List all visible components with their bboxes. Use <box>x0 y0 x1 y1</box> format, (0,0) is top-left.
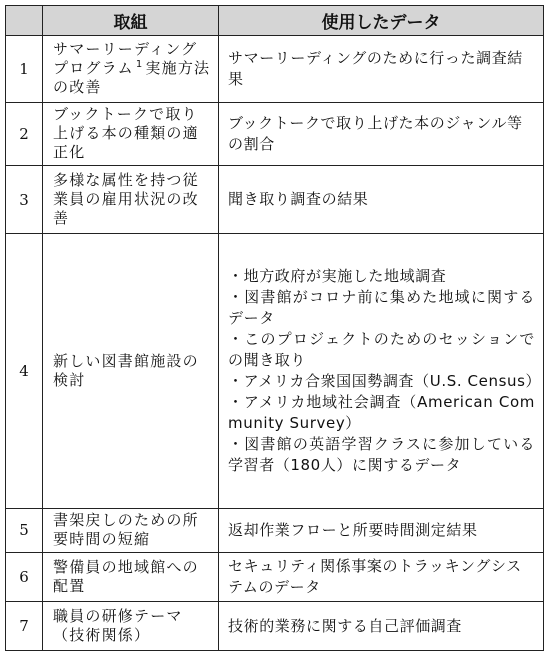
action-text: 実施方法の改善 <box>53 59 211 97</box>
initiatives-table <box>5 5 544 651</box>
action-cell: 職員の研修テーマ（技術関係） <box>43 602 219 651</box>
action-cell: 警備員の地域館への配置 <box>43 552 219 602</box>
row-number: 6 <box>6 552 43 602</box>
data-list-item: ・アメリカ合衆国国勢調査（U.S. Census） <box>228 372 542 390</box>
row-number: 1 <box>6 36 43 103</box>
header-data-cell: 使用したデータ <box>219 6 544 36</box>
data-list-item: ・地方政府が実施した地域調査 <box>228 267 447 285</box>
data-cell <box>219 233 544 508</box>
data-cell: サマーリーディングのために行った調査結果 <box>219 36 544 103</box>
footnote-marker: 1 <box>135 59 144 71</box>
header-number-cell <box>6 6 43 36</box>
data-list-item: ・図書館の英語学習クラスに参加している学習者（180人）に関するデータ <box>228 435 535 474</box>
row-number: 3 <box>6 166 43 234</box>
data-list-item: ・アメリカ地域社会調査（American Community Survey） <box>228 393 535 432</box>
table-row <box>6 36 544 103</box>
table-header-row <box>6 6 544 36</box>
action-text: サマーリーディングプログラム <box>53 40 198 78</box>
data-cell: セキュリティ関係事案のトラッキングシステムのデータ <box>219 552 544 602</box>
data-cell: 聞き取り調査の結果 <box>219 166 544 234</box>
table-row <box>6 509 544 552</box>
action-cell <box>43 36 219 103</box>
data-cell: 技術的業務に関する自己評価調査 <box>219 602 544 651</box>
data-list-item: ・図書館がコロナ前に集めた地域に関するデータ <box>228 288 535 327</box>
row-number: 2 <box>6 102 43 166</box>
table-row <box>6 233 544 508</box>
action-cell: 新しい図書館施設の検討 <box>43 233 219 508</box>
data-list-item: ・このプロジェクトのためのセッションでの聞き取り <box>228 330 535 369</box>
action-cell: ブックトークで取り上げる本の種類の適正化 <box>43 102 219 166</box>
row-number: 7 <box>6 602 43 651</box>
data-cell: ブックトークで取り上げた本のジャンル等の割合 <box>219 102 544 166</box>
table-row <box>6 552 544 602</box>
header-action-cell: 取組 <box>43 6 219 36</box>
action-cell: 多様な属性を持つ従業員の雇用状況の改善 <box>43 166 219 234</box>
table-row <box>6 166 544 234</box>
data-cell: 返却作業フローと所要時間測定結果 <box>219 509 544 552</box>
table-row <box>6 602 544 651</box>
row-number: 4 <box>6 233 43 508</box>
action-cell: 書架戻しのための所要時間の短縮 <box>43 509 219 552</box>
row-number: 5 <box>6 509 43 552</box>
table-row <box>6 102 544 166</box>
